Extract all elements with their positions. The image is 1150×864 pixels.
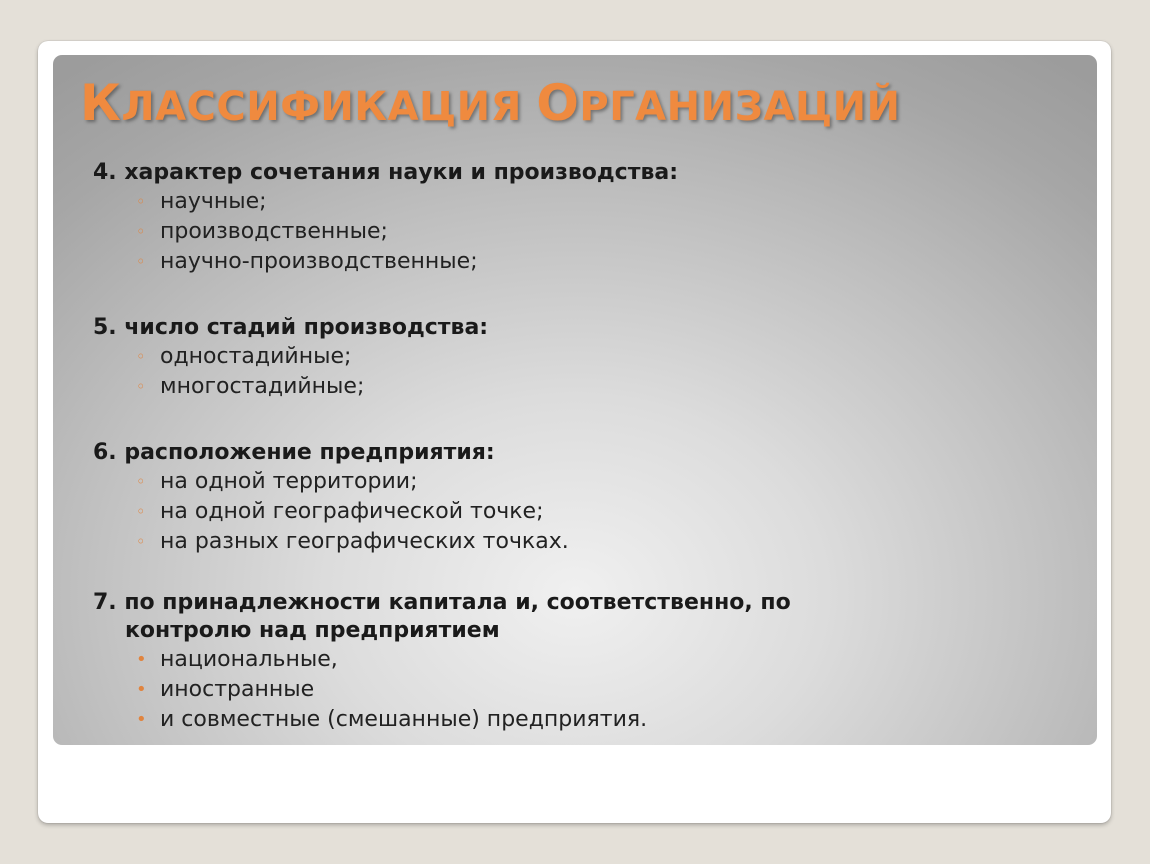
slide-title bbox=[80, 68, 901, 142]
section-heading: 6. расположение предприятия: bbox=[93, 440, 495, 465]
dot-bullet-icon: • bbox=[136, 709, 147, 730]
ring-bullet-icon: ◦ bbox=[136, 222, 146, 241]
ring-bullet-icon: ◦ bbox=[136, 192, 146, 211]
list-item: ◦ на разных географических точках. bbox=[93, 527, 569, 557]
section-heading: 4. характер сочетания науки и производства: bbox=[93, 160, 679, 185]
dot-bullet-icon: • bbox=[136, 649, 147, 670]
sub-list bbox=[93, 645, 791, 735]
list-item: ◦ производственные; bbox=[93, 217, 678, 247]
sub-list bbox=[93, 187, 678, 277]
list-item: • национальные, bbox=[93, 645, 791, 675]
section-heading bbox=[93, 589, 791, 645]
list-item: ◦ научные; bbox=[93, 187, 678, 217]
section-5 bbox=[93, 314, 488, 402]
sub-list bbox=[93, 342, 488, 402]
slide-title-text: КЛАССИФИКАЦИЯ ОРГАНИЗАЦИЙ bbox=[80, 74, 901, 132]
list-item: ◦ многостадийные; bbox=[93, 372, 488, 402]
ring-bullet-icon: ◦ bbox=[136, 252, 146, 271]
list-item: ◦ на одной географической точке; bbox=[93, 497, 569, 527]
section-heading-line2: контролю над предприятием bbox=[125, 618, 500, 643]
ring-bullet-icon: ◦ bbox=[136, 377, 146, 396]
section-7 bbox=[93, 589, 791, 735]
sub-list bbox=[93, 467, 569, 557]
ring-bullet-icon: ◦ bbox=[136, 502, 146, 521]
ring-bullet-icon: ◦ bbox=[136, 347, 146, 366]
section-heading: 5. число стадий производства: bbox=[93, 315, 489, 340]
section-6 bbox=[93, 439, 569, 557]
list-item: ◦ на одной территории; bbox=[93, 467, 569, 497]
section-4 bbox=[93, 159, 678, 277]
list-item: • и совместные (смешанные) предприятия. bbox=[93, 705, 791, 735]
ring-bullet-icon: ◦ bbox=[136, 472, 146, 491]
section-heading-line1: 7. по принадлежности капитала и, соответственно, по bbox=[93, 590, 791, 615]
list-item: • иностранные bbox=[93, 675, 791, 705]
ring-bullet-icon: ◦ bbox=[136, 532, 146, 551]
list-item: ◦ одностадийные; bbox=[93, 342, 488, 372]
dot-bullet-icon: • bbox=[136, 679, 147, 700]
list-item: ◦ научно-производственные; bbox=[93, 247, 678, 277]
